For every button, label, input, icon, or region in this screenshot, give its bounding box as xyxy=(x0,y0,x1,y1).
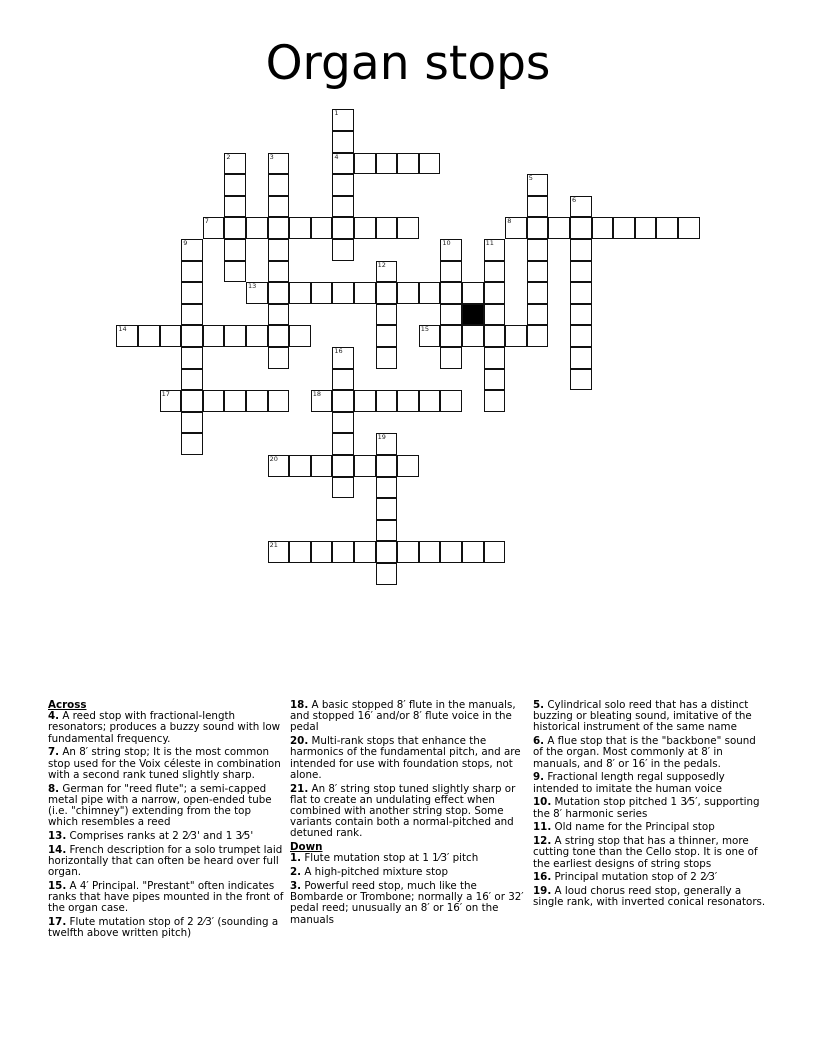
grid-cell[interactable] xyxy=(332,369,354,391)
grid-cell[interactable] xyxy=(354,153,376,175)
clue-across-20: 20. Multi-rank stops that enhance the harmonics of the fundamental pitch, and are intended for use with foundation stops, not alone. xyxy=(290,735,521,781)
grid-cell[interactable] xyxy=(268,153,290,175)
clue-number: 4 xyxy=(334,152,339,161)
grid-cell[interactable] xyxy=(332,477,354,499)
grid-cell[interactable] xyxy=(570,239,592,261)
page-title: Organ stops xyxy=(265,36,551,91)
grid-cell[interactable] xyxy=(527,217,549,239)
grid-cell[interactable] xyxy=(354,541,376,563)
grid-cell[interactable] xyxy=(332,347,354,369)
grid-cell[interactable] xyxy=(570,282,592,304)
grid-cell[interactable] xyxy=(181,325,203,347)
grid-cell[interactable] xyxy=(181,412,203,434)
grid-cell[interactable] xyxy=(484,304,506,326)
grid-cell[interactable] xyxy=(484,347,506,369)
grid-cell[interactable] xyxy=(484,325,506,347)
grid-cell[interactable] xyxy=(397,217,419,239)
grid-cell[interactable] xyxy=(224,261,246,283)
grid-cell[interactable] xyxy=(440,261,462,283)
grid-cell[interactable] xyxy=(397,455,419,477)
clue-across-21: 21. An 8′ string stop tuned slightly sharp or flat to create an undulating effect when combined with another string stop. Some variants contain both a normal-pitched and detuned rank. xyxy=(290,782,516,840)
clues-column-2 xyxy=(290,700,526,928)
clue-across-15: 15. A 4′ Principal. "Prestant" often indicates ranks that have pipes mounted in the front of the organ case. xyxy=(48,880,284,915)
clue-across-13: 13. Comprises ranks at 2 2⁄3' and 1 3⁄5' xyxy=(48,830,254,843)
grid-cell[interactable] xyxy=(354,455,376,477)
grid-cell[interactable] xyxy=(419,282,441,304)
grid-cell[interactable] xyxy=(268,217,290,239)
grid-cell[interactable] xyxy=(268,390,290,412)
clue-number: 7 xyxy=(204,217,209,226)
grid-cell[interactable] xyxy=(181,261,203,283)
clue-number: 18 xyxy=(312,390,322,399)
grid-cell[interactable] xyxy=(678,217,700,239)
grid-cell[interactable] xyxy=(419,390,441,412)
clue-down-5: 5. Cylindrical solo reed that has a distinct buzzing or bleating sound, imitative of the historical instrument of the same name xyxy=(533,699,752,734)
grid-cell[interactable] xyxy=(246,217,268,239)
grid-cell[interactable] xyxy=(332,433,354,455)
grid-cell[interactable] xyxy=(376,325,398,347)
grid-cell[interactable] xyxy=(570,261,592,283)
grid-cell[interactable] xyxy=(268,282,290,304)
grid-cell[interactable] xyxy=(613,217,635,239)
grid-cell[interactable] xyxy=(332,153,354,175)
clue-down-1: 1. Flute mutation stop at 1 1⁄3′ pitch xyxy=(290,852,479,865)
grid-cell[interactable] xyxy=(635,217,657,239)
grid-cell[interactable] xyxy=(354,390,376,412)
clue-across-14: 14. French description for a solo trumpet laid horizontally that can often be heard over full organ. xyxy=(48,843,283,879)
grid-cell[interactable] xyxy=(203,217,225,239)
grid-cell[interactable] xyxy=(268,261,290,283)
grid-cell[interactable] xyxy=(181,282,203,304)
grid-cell[interactable] xyxy=(376,390,398,412)
grid-cell[interactable] xyxy=(332,412,354,434)
clue-across-17: 17. Flute mutation stop of 2 2⁄3′ (sounding a twelfth above written pitch) xyxy=(48,916,279,940)
clue-across-8: 8. German for "reed flute"; a semi-capped metal pipe with a narrow, open-ended tube (i.e. "chimney") extending from the top which resembles a reed xyxy=(48,782,272,829)
clue-number: 13 xyxy=(248,282,257,291)
across-heading: Across xyxy=(48,699,87,711)
grid-cell[interactable] xyxy=(246,390,268,412)
grid-cell[interactable] xyxy=(268,239,290,261)
grid-cell[interactable] xyxy=(311,541,333,563)
grid-cell[interactable] xyxy=(376,347,398,369)
grid-cell[interactable] xyxy=(484,541,506,563)
clue-down-6: 6. A flue stop that is the "backbone" sound of the organ. Most commonly at 8′ in manuals, and 8′ or 16′ in the pedals. xyxy=(533,735,756,770)
grid-cell[interactable] xyxy=(527,174,549,196)
clue-number: 9 xyxy=(183,239,188,247)
clue-down-12: 12. A string stop that has a thinner, more cutting tone than the Cello stop. It is one of the earliest designs of string stops xyxy=(533,835,758,870)
grid-cell[interactable] xyxy=(548,217,570,239)
grid-cell[interactable] xyxy=(160,390,182,412)
grid-cell[interactable] xyxy=(397,282,419,304)
grid-cell[interactable] xyxy=(527,325,549,347)
grid-cell[interactable] xyxy=(332,196,354,218)
grid-cell[interactable] xyxy=(462,541,484,563)
grid-cell[interactable] xyxy=(289,282,311,304)
grid-cell[interactable] xyxy=(376,477,398,499)
grid-cell[interactable] xyxy=(419,153,441,175)
grid-cell[interactable] xyxy=(224,239,246,261)
grid-cell[interactable] xyxy=(332,131,354,153)
grid-cell[interactable] xyxy=(570,347,592,369)
grid-cell[interactable] xyxy=(419,325,441,347)
grid-cell[interactable] xyxy=(311,390,333,412)
clue-across-7: 7. An 8′ string stop; It is the most common stop used for the Voix céleste in combination with a second rank tuned slightly sharp. xyxy=(48,746,281,781)
grid-cell[interactable] xyxy=(656,217,678,239)
grid-cell[interactable] xyxy=(332,541,354,563)
grid-cell[interactable] xyxy=(332,217,354,239)
grid-cell[interactable] xyxy=(484,261,506,283)
grid-cell[interactable] xyxy=(181,347,203,369)
grid-cell[interactable] xyxy=(268,304,290,326)
grid-cell[interactable] xyxy=(268,325,290,347)
grid-cell[interactable] xyxy=(289,541,311,563)
grid-cell[interactable] xyxy=(181,433,203,455)
grid-cell[interactable] xyxy=(246,325,268,347)
grid-cell[interactable] xyxy=(181,239,203,261)
grid-cell[interactable] xyxy=(440,390,462,412)
grid-cell[interactable] xyxy=(224,153,246,175)
grid-cell[interactable] xyxy=(419,541,441,563)
grid-cell[interactable] xyxy=(160,325,182,347)
clue-across-4: 4. A reed stop with fractional-length resonators; produces a buzzy sound with low fundamental frequency. xyxy=(48,710,281,745)
grid-cell[interactable] xyxy=(224,325,246,347)
clue-number: 19 xyxy=(377,433,386,442)
grid-cell[interactable] xyxy=(440,304,462,326)
grid-cell[interactable] xyxy=(570,369,592,391)
clue-number: 8 xyxy=(507,217,512,226)
grid-cell[interactable] xyxy=(440,282,462,304)
grid-cell[interactable] xyxy=(462,325,484,347)
clue-number: 10 xyxy=(442,239,451,247)
grid-cell[interactable] xyxy=(376,217,398,239)
grid-cell[interactable] xyxy=(376,433,398,455)
clues-column-3 xyxy=(533,700,769,911)
grid-cell[interactable] xyxy=(527,261,549,283)
grid-cell[interactable] xyxy=(570,304,592,326)
grid-cell[interactable] xyxy=(440,347,462,369)
grid-cell[interactable] xyxy=(289,455,311,477)
grid-cell[interactable] xyxy=(311,282,333,304)
grid-cell[interactable] xyxy=(440,325,462,347)
grid-cell[interactable] xyxy=(527,196,549,218)
grid-cell[interactable] xyxy=(570,325,592,347)
grid-cell[interactable] xyxy=(268,541,290,563)
grid-cell[interactable] xyxy=(332,390,354,412)
clue-number: 17 xyxy=(161,390,170,399)
grid-cell[interactable] xyxy=(332,455,354,477)
grid-cell[interactable] xyxy=(376,282,398,304)
grid-cell[interactable] xyxy=(332,109,354,131)
grid-cell[interactable] xyxy=(505,325,527,347)
clue-number: 5 xyxy=(528,174,533,183)
clue-number: 3 xyxy=(269,152,274,161)
clue-number: 2 xyxy=(226,152,231,161)
grid-cell[interactable] xyxy=(440,239,462,261)
grid-cell[interactable] xyxy=(462,282,484,304)
clue-number: 6 xyxy=(572,195,577,204)
grid-cell[interactable] xyxy=(332,239,354,261)
grid-cell[interactable] xyxy=(376,261,398,283)
clue-down-16: 16. Principal mutation stop of 2 2⁄3′ xyxy=(533,871,718,884)
grid-cell[interactable] xyxy=(505,217,527,239)
clue-number: 14 xyxy=(118,325,127,334)
down-heading: Down xyxy=(290,841,323,854)
clue-number: 1 xyxy=(334,109,339,118)
grid-cell[interactable] xyxy=(527,239,549,261)
grid-cell[interactable] xyxy=(527,282,549,304)
grid-cell[interactable] xyxy=(376,563,398,585)
grid-cell[interactable] xyxy=(527,304,549,326)
grid-cell[interactable] xyxy=(440,541,462,563)
clue-across-18: 18. A basic stopped 8′ flute in the manuals, and stopped 16′ and/or 8′ flute voice in the pedal xyxy=(290,699,516,734)
clue-down-10: 10. Mutation stop pitched 1 3⁄5′, supporting the 8′ harmonic series xyxy=(533,796,760,820)
grid-cell[interactable] xyxy=(224,174,246,196)
grid-cell[interactable] xyxy=(138,325,160,347)
grid-cell[interactable] xyxy=(289,325,311,347)
grid-cell[interactable] xyxy=(570,217,592,239)
grid-cell[interactable] xyxy=(570,196,592,218)
grid-cell[interactable] xyxy=(397,390,419,412)
grid-cell[interactable] xyxy=(376,455,398,477)
grid-cell[interactable] xyxy=(268,196,290,218)
blocked-cell xyxy=(462,304,484,326)
grid-cell[interactable] xyxy=(484,369,506,391)
grid-cell[interactable] xyxy=(354,282,376,304)
grid-cell[interactable] xyxy=(592,217,614,239)
grid-cell[interactable] xyxy=(332,282,354,304)
grid-cell[interactable] xyxy=(397,541,419,563)
grid-cell[interactable] xyxy=(311,217,333,239)
clue-down-3: 3. Powerful reed stop, much like the Bombarde or Trombone; normally a 16′ or 32′ pedal reed; unusually an 8′ or 16′ on the manuals xyxy=(290,880,524,926)
grid-cell[interactable] xyxy=(376,520,398,542)
grid-cell[interactable] xyxy=(376,304,398,326)
grid-cell[interactable] xyxy=(397,153,419,175)
grid-cell[interactable] xyxy=(203,325,225,347)
clue-down-11: 11. Old name for the Principal stop xyxy=(533,821,715,834)
grid-cell[interactable] xyxy=(224,217,246,239)
grid-cell[interactable] xyxy=(181,369,203,391)
grid-cell[interactable] xyxy=(224,390,246,412)
grid-cell[interactable] xyxy=(484,239,506,261)
grid-cell[interactable] xyxy=(289,217,311,239)
grid-cell[interactable] xyxy=(268,455,290,477)
grid-cell[interactable] xyxy=(311,455,333,477)
grid-cell[interactable] xyxy=(268,347,290,369)
grid-cell[interactable] xyxy=(376,153,398,175)
grid-cell[interactable] xyxy=(203,390,225,412)
clue-number: 20 xyxy=(269,455,278,463)
grid-cell[interactable] xyxy=(116,325,138,347)
clue-down-2: 2. A high-pitched mixture stop xyxy=(290,866,449,879)
clues-column-1 xyxy=(48,700,284,942)
clue-down-9: 9. Fractional length regal supposedly intended to imitate the human voice xyxy=(533,771,725,795)
grid-cell[interactable] xyxy=(484,390,506,412)
grid-cell[interactable] xyxy=(376,498,398,520)
clue-number: 12 xyxy=(377,260,386,269)
clue-number: 11 xyxy=(485,239,494,247)
clue-down-19: 19. A loud chorus reed stop, generally a single rank, with inverted conical resonators. xyxy=(533,885,766,909)
clue-number: 15 xyxy=(420,325,430,334)
grid-cell[interactable] xyxy=(332,174,354,196)
grid-cell[interactable] xyxy=(376,541,398,563)
grid-cell[interactable] xyxy=(354,217,376,239)
grid-cell[interactable] xyxy=(181,390,203,412)
grid-cell[interactable] xyxy=(484,282,506,304)
grid-cell[interactable] xyxy=(268,174,290,196)
grid-cell[interactable] xyxy=(246,282,268,304)
grid-cell[interactable] xyxy=(224,196,246,218)
clue-number: 21 xyxy=(269,541,278,550)
grid-cell[interactable] xyxy=(181,304,203,326)
clue-number: 16 xyxy=(334,347,343,355)
